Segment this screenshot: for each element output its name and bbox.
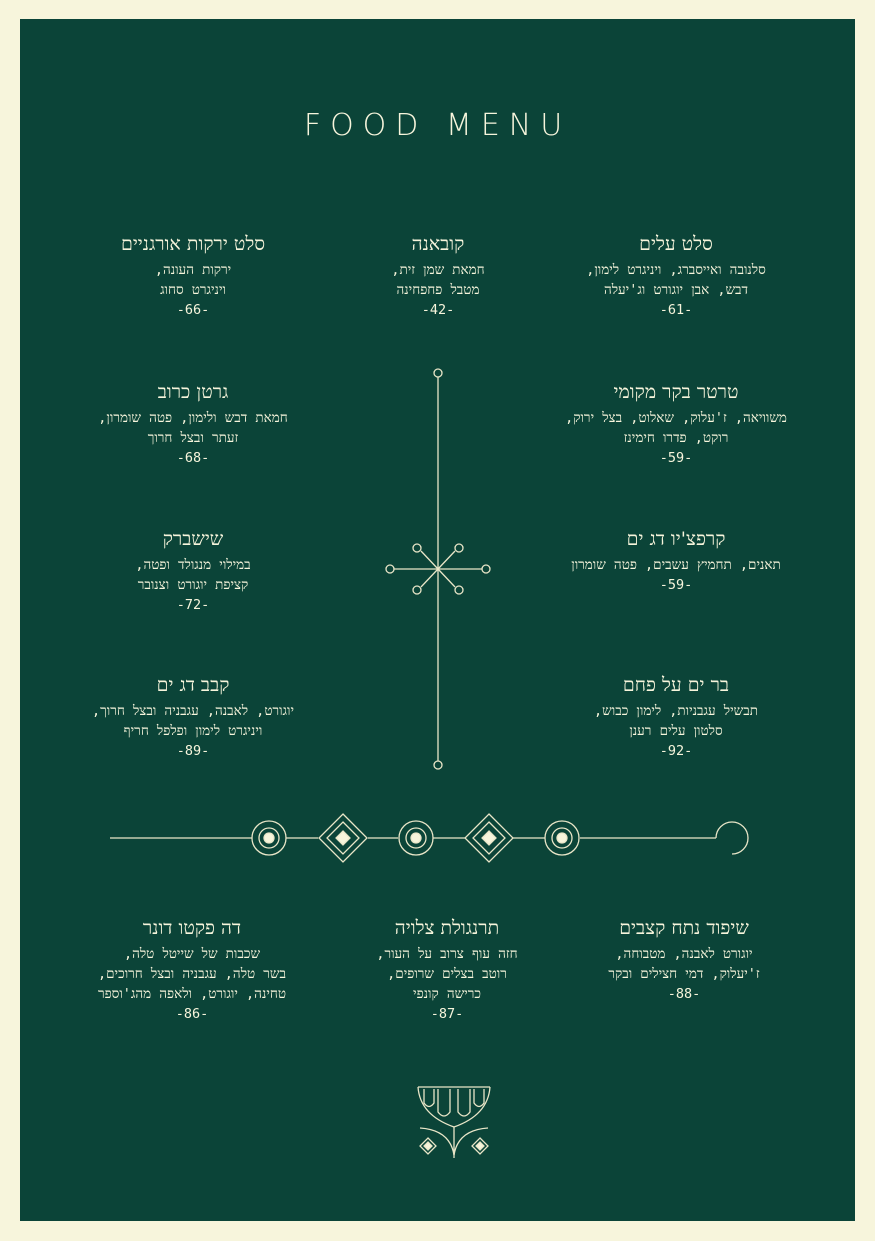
item-name: שישברק <box>162 528 224 550</box>
starburst-divider-icon <box>386 369 490 769</box>
item-desc: סלטון עלים רענן <box>629 723 723 739</box>
item-price: -87- <box>430 1006 464 1022</box>
item-desc: כרישה קונפי <box>413 986 481 1002</box>
item-desc: סלנובה ואייסברג, ויניגרט לימון, <box>586 262 766 278</box>
circle-diamond-border-icon <box>110 814 748 862</box>
item-desc: חמאת דבש ולימון, פטה שומרון, <box>98 410 288 426</box>
item-desc: דבש, אבן יוגורט וג'יעלה <box>603 282 749 298</box>
lotus-emblem-icon <box>418 1087 490 1158</box>
item-name: בר ים על פחם <box>622 674 730 696</box>
item-price: -86- <box>175 1006 209 1022</box>
item-desc: שכבות של שייטל טלה, <box>123 946 261 962</box>
item-name: סלט ירקות אורגניים <box>120 233 266 255</box>
item-desc: רוקט, פדרו חימינז <box>623 430 729 446</box>
item-name: טרטר בקר מקומי <box>613 381 739 403</box>
item-desc: טחינה, יוגורט, ולאפה מהג'וספר <box>97 986 287 1002</box>
item-price: -68- <box>176 450 210 466</box>
item-desc: משוויאה, ז'עלוק, שאלוט, בצל ירוק, <box>565 410 787 426</box>
item-price: -88- <box>667 986 701 1002</box>
item-price: -42- <box>421 302 455 318</box>
item-desc: תאנים, תחמיץ עשבים, פטה שומרון <box>571 557 781 573</box>
item-desc: תבשיל עגבניות, לימון כבוש, <box>594 703 758 719</box>
item-desc: בשר טלה, עגבניה ובצל חרוכים, <box>98 966 286 982</box>
item-name: דה פקטו דונר <box>142 917 242 939</box>
item-name: שיפוד נתח קצבים <box>619 917 749 939</box>
item-name: קובאנה <box>411 233 465 255</box>
item-price: -59- <box>659 450 693 466</box>
item-desc: זעתר ובצל חרוך <box>147 430 239 446</box>
item-desc: ויניגרט לימון ופלפל חריף <box>123 723 263 739</box>
item-price: -59- <box>659 577 693 593</box>
item-price: -89- <box>176 743 210 759</box>
item-desc: יוגורט, לאבנה, עגבניה ובצל חרוך, <box>91 703 295 719</box>
item-name: סלט עלים <box>639 233 713 255</box>
item-name: קבב דג ים <box>156 674 230 696</box>
item-desc: יוגורט לאבנה, מטבוחה, <box>615 946 753 962</box>
item-desc: ויניגרט סחוג <box>160 282 226 298</box>
item-desc: קציפת יוגורט וצנובר <box>137 577 249 593</box>
item-desc: ירקות העונה, <box>154 262 232 278</box>
item-desc: במילוי מנגולד ופטה, <box>135 557 251 573</box>
item-desc: רוטב בצלים שרופים, <box>387 966 507 982</box>
item-desc: חזה עוף צרוב על העור, <box>376 946 518 962</box>
item-name: גרטן כרוב <box>157 381 229 403</box>
item-desc: חמאת שמן זית, <box>391 262 485 278</box>
menu-title: FOOD MENU <box>303 108 572 143</box>
item-price: -92- <box>659 743 693 759</box>
item-price: -61- <box>659 302 693 318</box>
item-desc: מטבל פחפחינה <box>396 282 480 298</box>
item-price: -72- <box>176 597 210 613</box>
item-price: -66- <box>176 302 210 318</box>
item-desc: ז'יעלוק, דמי חצילים ובקר <box>608 966 760 982</box>
item-name: תרנגולת צלויה <box>394 917 500 939</box>
item-name: קרפצ'יו דג ים <box>626 528 726 550</box>
